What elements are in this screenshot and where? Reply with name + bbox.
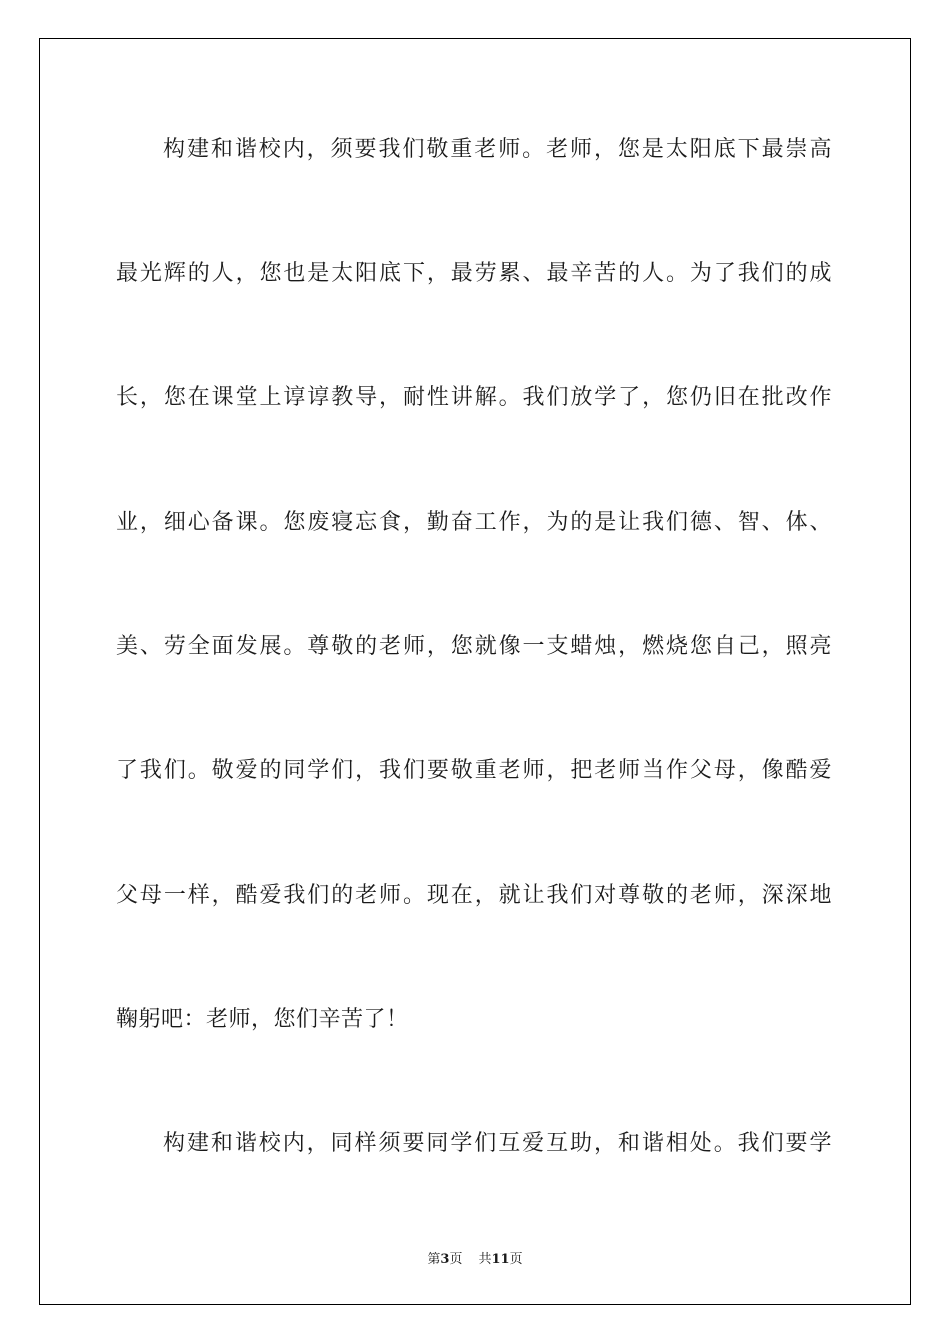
page-footer <box>0 1248 950 1267</box>
page-prefix: 第 <box>427 1252 441 1267</box>
paragraph-1-line-5: 美、劳全面发展。尊敬的老师，您就像一支蜡烛，燃烧您自己，照亮 <box>116 634 832 659</box>
paragraph-2-line-1: 构建和谐校内，同样须要同学们互爱互助，和谐相处。我们要学 <box>163 1131 832 1156</box>
total-suffix: 页 <box>509 1252 523 1267</box>
paragraph-1-line-1: 构建和谐校内，须要我们敬重老师。老师，您是太阳底下最崇高 <box>163 137 832 162</box>
paragraph-1-line-6: 了我们。敬爱的同学们，我们要敬重老师，把老师当作父母，像酷爱 <box>116 758 832 783</box>
paragraph-1-line-4: 业，细心备课。您废寝忘食，勤奋工作，为的是让我们德、智、体、 <box>116 510 832 535</box>
paragraph-1-line-2: 最光辉的人，您也是太阳底下，最劳累、最辛苦的人。为了我们的成 <box>116 261 832 286</box>
paragraph-1-line-8: 鞠躬吧：老师，您们辛苦了！ <box>116 1007 409 1032</box>
paragraph-1-line-3: 长，您在课堂上谆谆教导，耐性讲解。我们放学了，您仍旧在批改作 <box>116 385 832 410</box>
paragraph-1-line-7: 父母一样，酷爱我们的老师。现在，就让我们对尊敬的老师，深深地 <box>116 883 832 908</box>
page-number: 3 <box>440 1252 450 1267</box>
page-frame <box>39 38 911 1305</box>
total-prefix: 共 <box>478 1252 492 1267</box>
total-pages: 11 <box>491 1252 510 1267</box>
page-suffix: 页 <box>449 1252 463 1267</box>
